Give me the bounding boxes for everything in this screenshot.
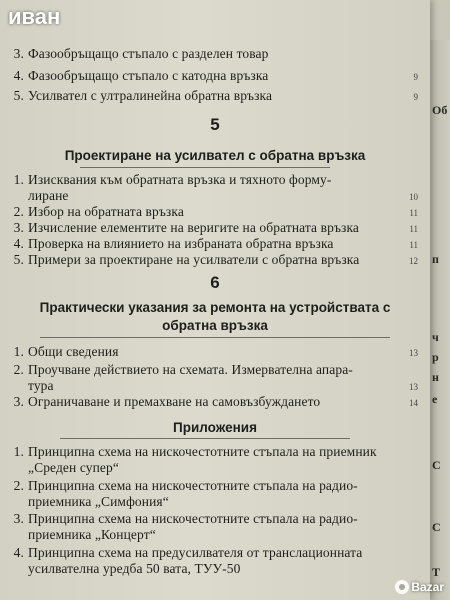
appendix-title: Приложения xyxy=(173,420,257,435)
section-title: обратна връзка xyxy=(162,318,268,333)
back-page-letter: ч xyxy=(432,330,439,344)
section-number: 6 xyxy=(210,273,220,292)
watermark-username: иван xyxy=(8,4,61,29)
section-title: Проектиране на усилвател с обратна връзка xyxy=(64,148,366,163)
section-number: 5 xyxy=(210,115,220,134)
watermark-logo xyxy=(395,580,444,594)
title-underline xyxy=(80,167,330,168)
back-page-letter: р xyxy=(432,350,439,364)
page-number: 13 xyxy=(409,382,418,392)
page-number: 11 xyxy=(409,240,418,250)
page-number: 9 xyxy=(413,72,418,82)
page-number: 13 xyxy=(409,348,418,358)
page-number: 14 xyxy=(409,398,418,408)
watermark-logo-text: Bazar xyxy=(411,580,444,594)
back-page-letter: н xyxy=(432,370,439,384)
title-underline xyxy=(40,337,390,338)
page-number: 10 xyxy=(409,192,418,202)
page-number: 12 xyxy=(409,256,418,266)
section-title: Практически указания за ремонта на устройствата с xyxy=(39,300,391,315)
back-page-letter: е xyxy=(432,392,438,406)
book-page: 3. Фазообръщащо стъпало с разделен товар 4. Фазообръщащо стъпало с катодна връзка 9 5. Усилвател с ултралинейна обратна връзка 9 5 Проектиране на усилвател с обратна връзка 1. Изисквания към обратната връзка и тяхното форму- лиране 10 2. Избор на обратната връзка 11 3. Изчисление елементите на веригите на обратната връзка 11 4. Проверка на влиянието на избраната обратна връзка 11 5. Примери за проектиране на усилватели с обратна връзка 12 6 Практически указания за ремонта на устройствата с обратна връзка 1. Общи сведения 13 2. Проучване действието на схемата. Измервателна апара- тура 13 3. Ограничаване и премахване на самовъзбуждането 14 Приложения 1. Принципна схема на нискочестотните стъпала на приемник „Среден супер“ 2. Принципна схема на нискочестотните стъпала на радио- приемника „Симфония“ 3. Принципна схема на нискочестотните стъпала на радио- приемника „Концерт“ 4. Принципна схема на предусилвателя от транслационната усилвателна уредба 50 вата, ТУУ-50 xyxy=(0,0,430,600)
title-underline xyxy=(60,438,350,439)
page-number: 11 xyxy=(409,208,418,218)
page-number: 9 xyxy=(413,92,418,102)
page-number: 11 xyxy=(409,224,418,234)
back-page-text: Об xyxy=(432,103,448,117)
bazar-logo-icon xyxy=(395,580,409,594)
back-page-letter: Т xyxy=(432,565,441,579)
back-page-letter: п xyxy=(432,252,439,266)
back-page-letter: С xyxy=(432,520,441,534)
back-page-letter: С xyxy=(432,458,441,472)
